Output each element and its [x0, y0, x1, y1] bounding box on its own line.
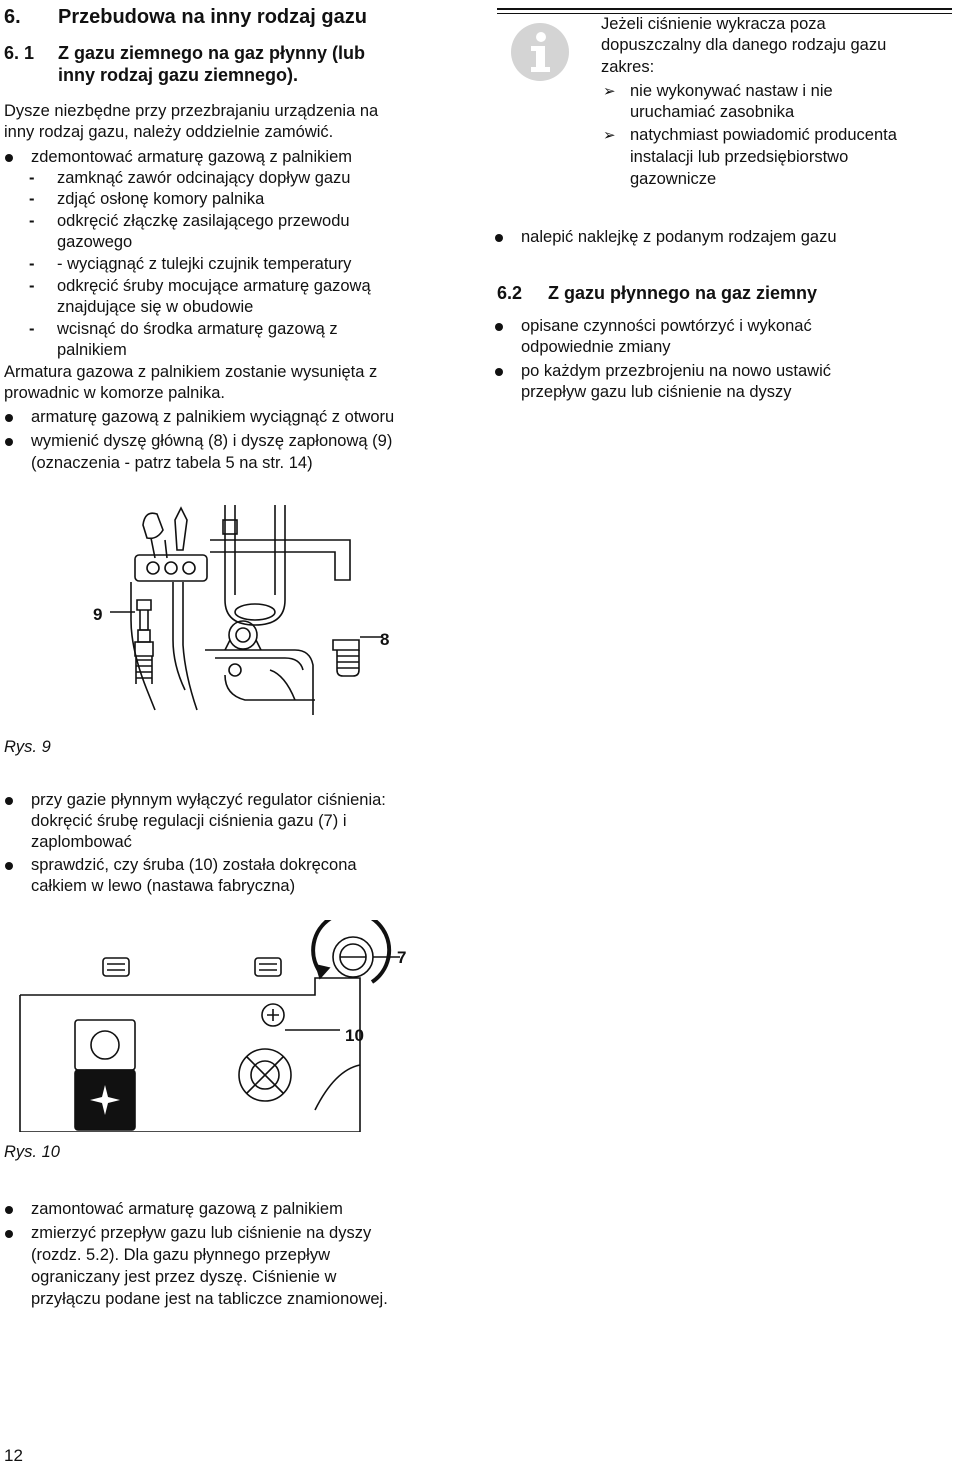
section-6-1-title-line1: Z gazu ziemnego na gaz płynny (lub [58, 43, 366, 63]
dash-item-5-line2: znajdujące się w obudowie [57, 298, 254, 316]
dash-item-3 [29, 211, 350, 232]
arrow-bullet-icon: ➢ [603, 83, 616, 100]
dash-item-6-line2: palnikiem [57, 341, 127, 359]
dash-item-3-text: odkręcić złączkę zasilającego przewodu [57, 212, 350, 230]
info-item2-line1: natychmiast powiadomić producenta [630, 126, 897, 144]
bullet-mount-valve: zamontować armaturę gazową z palnikiem [31, 1200, 343, 1218]
info-text-line2: dopuszczalny dla danego rodzaju gazu [601, 36, 887, 54]
section-6-1-number: 6. 1 [4, 43, 35, 63]
dash-item-4-text: - wyciągnąć z tulejki czujnik temperatury [57, 255, 352, 273]
bullet-sticker: nalepić naklejkę z podanym rodzajem gazu [521, 228, 837, 246]
intro-line1: Dysze niezbędne przy przezbrajaniu urządzenia na [4, 102, 379, 120]
bullet-check-screw: sprawdzić, czy śruba (10) została dokręcona [31, 856, 357, 874]
figure-10-label-10: 10 [345, 1026, 364, 1045]
section-6-title: Przebudowa na inny rodzaj gazu [58, 6, 367, 28]
dash-marker: - [29, 277, 35, 295]
dash-item-6 [29, 319, 338, 340]
figure-9-label-9: 9 [93, 605, 103, 624]
info-item2-line3: gazownicze [630, 170, 717, 188]
bullet-replace-nozzles: wymienić dyszę główną (8) i dyszę zapłonową (9) [31, 432, 393, 450]
bullet-readjust: po każdym przezbrojeniu na nowo ustawić [521, 362, 831, 380]
dash-item-5-text: odkręcić śruby mocujące armaturę gazową [57, 277, 371, 295]
bullet-measure-flow: zmierzyć przepływ gazu lub ciśnienie na dyszy [31, 1224, 372, 1242]
bullet-readjust-line2: przepływ gazu lub ciśnienie na dyszy [521, 383, 792, 401]
dash-item-3-line2: gazowego [57, 233, 133, 251]
info-icon [510, 22, 570, 82]
dash-marker: - [29, 320, 35, 338]
bullet-pull-out: armaturę gazową z palnikiem wyciągnąć z otworu [31, 408, 395, 426]
intro-line2: inny rodzaj gazu, należy oddzielnie zamówić. [4, 123, 334, 141]
figure-10-gas-valve-illustration [15, 920, 415, 1132]
bullet-disable-regulator: przy gazie płynnym wyłączyć regulator ciśnienia: [31, 791, 386, 809]
section-6-2-number: 6.2 [497, 283, 523, 303]
bullet-disable-regulator-line2: dokręcić śrubę regulacji ciśnienia gazu (7) i [31, 812, 347, 830]
bullet-repeat-steps: opisane czynności powtórzyć i wykonać [521, 317, 812, 335]
figure-9-caption: Rys. 9 [4, 738, 51, 756]
bullet-measure-flow-line2: (rozdz. 5.2). Dla gazu płynnego przepływ [31, 1246, 330, 1264]
bullet-repeat-steps-line2: odpowiednie zmiany [521, 338, 671, 356]
page-number: 12 [4, 1446, 23, 1465]
arrow-bullet-icon: ➢ [603, 127, 616, 144]
dash-marker: - [29, 190, 35, 208]
dash-item-1 [29, 168, 351, 189]
figure-10-label-7: 7 [397, 948, 407, 967]
bullet-measure-flow-line3: ograniczany jest przez dyszę. Ciśnienie w [31, 1268, 337, 1286]
section-6-1-title-line2: inny rodzaj gazu ziemnego). [58, 65, 299, 85]
info-item1-line2: uruchamiać zasobnika [630, 103, 795, 121]
dash-item-1-text: zamknąć zawór odcinający dopływ gazu [57, 169, 351, 187]
bullet-check-screw-line2: całkiem w lewo (nastawa fabryczna) [31, 877, 296, 895]
bullet-replace-nozzles-line2: (oznaczenia - patrz tabela 5 na str. 14) [31, 454, 313, 472]
dash-item-4 [29, 254, 352, 275]
dash-marker: - [29, 255, 35, 273]
section-6-number: 6. [4, 6, 21, 28]
info-text-line3: zakres: [601, 58, 655, 76]
paragraph-line1: Armatura gazowa z palnikiem zostanie wysunięta z [4, 363, 378, 381]
dash-marker: - [29, 212, 35, 230]
paragraph-line2: prowadnic w komorze palnika. [4, 384, 226, 402]
figure-9-label-8: 8 [380, 630, 390, 649]
info-box-rule [497, 8, 952, 10]
section-6-heading [4, 6, 367, 28]
info-text-line1: Jeżeli ciśnienie wykracza poza [601, 15, 826, 33]
bullet-dismount: zdemontować armaturę gazową z palnikiem [31, 148, 352, 166]
dash-item-6-text: wcisnąć do środka armaturę gazową z [57, 320, 338, 338]
dash-item-5 [29, 276, 371, 297]
dash-item-2-text: zdjąć osłonę komory palnika [57, 190, 265, 208]
info-item2-line2: instalacji lub przedsiębiorstwo [630, 148, 849, 166]
figure-9-burner-illustration [85, 500, 425, 715]
section-6-1-heading [4, 43, 34, 64]
bullet-measure-flow-line4: przyłączu podane jest na tabliczce znamionowej. [31, 1290, 388, 1308]
dash-marker: - [29, 169, 35, 187]
section-6-2-title: Z gazu płynnego na gaz ziemny [548, 283, 818, 303]
dash-item-2 [29, 189, 265, 210]
figure-10-caption: Rys. 10 [4, 1143, 60, 1161]
bullet-disable-regulator-line3: zaplombować [31, 833, 132, 851]
info-item1-line1: nie wykonywać nastaw i nie [630, 82, 833, 100]
